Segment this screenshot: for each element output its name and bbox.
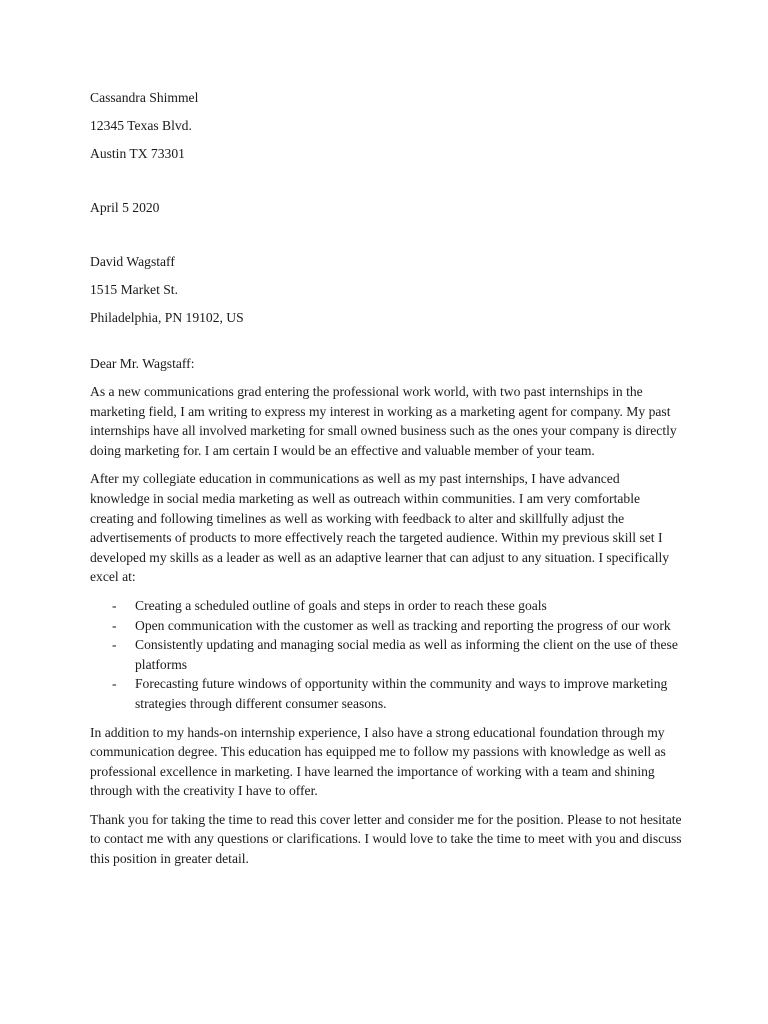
list-item: [90, 635, 682, 674]
cover-letter-page: [90, 88, 682, 878]
skill-text: Creating a scheduled outline of goals and steps in order to reach these goals: [135, 597, 547, 613]
list-item: [90, 616, 682, 636]
skill-text: Consistently updating and managing social media as well as informing the client on the use of these platforms: [135, 637, 678, 672]
list-item: [90, 674, 682, 713]
bullet-dash: -: [112, 676, 117, 692]
sender-address-block: [90, 88, 682, 163]
recipient-city: Philadelphia, PN 19102, US: [90, 310, 244, 325]
recipient-street: 1515 Market St.: [90, 282, 178, 297]
salutation: Dear Mr. Wagstaff:: [90, 356, 195, 371]
skill-text: Forecasting future windows of opportunity within the community and ways to improve marketing strategies through different consumer seasons.: [135, 676, 668, 711]
skills-list: [90, 596, 682, 714]
bullet-dash: -: [112, 617, 117, 633]
skill-text: Open communication with the customer as well as tracking and reporting the progress of our work: [135, 617, 671, 633]
body-paragraph-2: After my collegiate education in communications as well as my past internships, I have advanced knowledge in social media marketing as well as outreach within communities. I am very comfortable creating and following timelines as well as working with feedback to alter and skillfully adjust the advertisements of products to more effectively reach the targeted audience. Within my previous skill set I developed my skills as a leader as well as an adaptive learner that can adjust to any situation. I specifically excel at:: [90, 471, 670, 585]
sender-city: Austin TX 73301: [90, 146, 185, 161]
body-paragraph-1: As a new communications grad entering the professional work world, with two past internships in the marketing field, I am writing to express my interest in working as a marketing agent for company. My past internships have all involved marketing for small owned business such as the ones your company is directly doing marketing for. I am certain I would be an effective and valuable member of your team.: [90, 384, 677, 458]
recipient-name: David Wagstaff: [90, 254, 175, 269]
body-paragraph-3: In addition to my hands-on internship experience, I also have a strong educational foundation through my communication degree. This education has equipped me to follow my passions with knowledge as well as professional excellence in marketing. I have learned the importance of working with a team and shining through with the creativity I have to offer.: [90, 724, 666, 799]
body-paragraph-4: Thank you for taking the time to read this cover letter and consider me for the position. Please to not hesitate to contact me with any questions or clarifications. I would love to take the time to meet with you and discuss this position in greater detail.: [90, 811, 682, 867]
letter-date: April 5 2020: [90, 200, 160, 215]
bullet-dash: -: [112, 597, 117, 613]
sender-street: 12345 Texas Blvd.: [90, 118, 192, 133]
list-item: [90, 596, 682, 616]
recipient-address-block: [90, 252, 682, 327]
sender-name: Cassandra Shimmel: [90, 90, 199, 105]
bullet-dash: -: [112, 637, 117, 653]
